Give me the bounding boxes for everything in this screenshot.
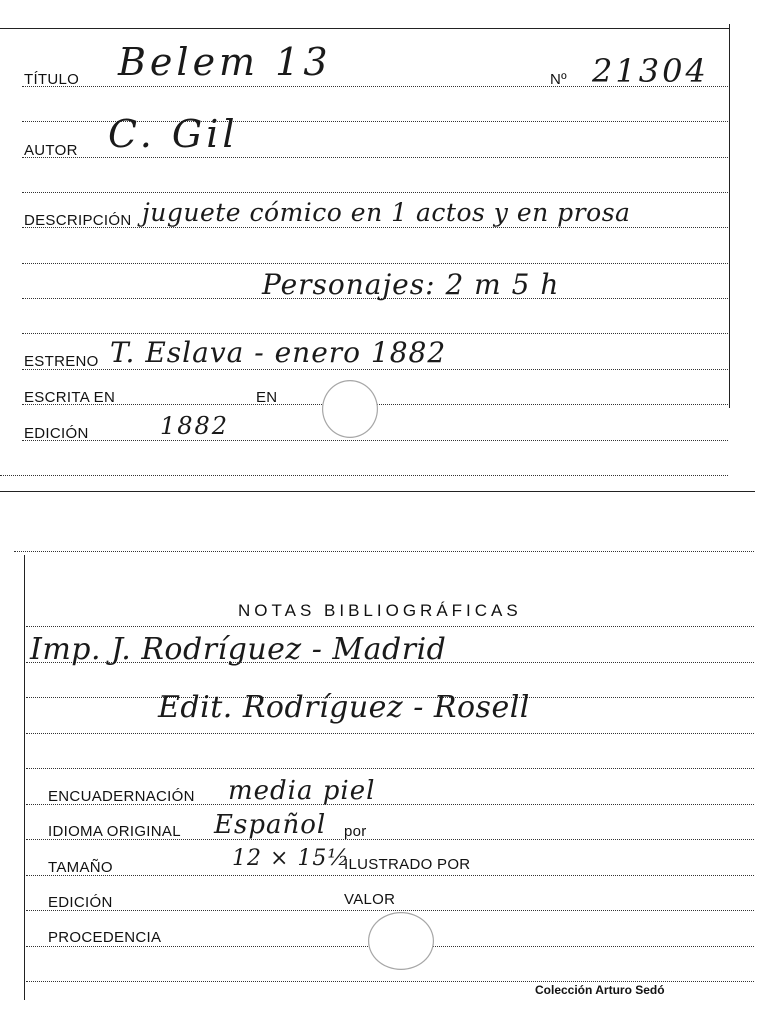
ruled-line: [26, 626, 754, 627]
card-right-border: [729, 24, 730, 408]
ruled-line: [22, 440, 728, 441]
idioma-original-label: IDIOMA ORIGINAL: [48, 823, 181, 840]
encuadernacion-value: media piel: [228, 776, 376, 806]
por-label: por: [344, 823, 367, 840]
ruled-line: [0, 475, 728, 476]
autor-label: AUTOR: [24, 142, 78, 159]
ruled-line: [26, 875, 754, 876]
ruled-line: [26, 981, 754, 982]
estreno-label: ESTRENO: [24, 353, 99, 370]
edicion-label: EDICIÓN: [24, 425, 89, 442]
ruled-line: [22, 263, 728, 264]
card-left-border: [24, 555, 25, 1000]
tamano-value: 12 × 15½: [232, 846, 350, 871]
tamano-label: TAMAÑO: [48, 859, 113, 876]
numero-label: Nº: [550, 71, 567, 88]
punch-hole: [322, 380, 378, 438]
collection-credit: Colección Arturo Sedó: [535, 983, 665, 997]
titulo-label: TÍTULO: [24, 71, 80, 88]
estreno-value: T. Eslava - enero 1882: [110, 336, 447, 369]
ruled-line: [22, 369, 728, 370]
descripcion-label: DESCRIPCIÓN: [24, 212, 132, 229]
ruled-line: [22, 192, 728, 193]
numero-value: 21304: [592, 52, 709, 90]
valor-label: VALOR: [344, 891, 396, 908]
idioma-original-value: Español: [214, 810, 327, 840]
edicion-label: EDICIÓN: [48, 894, 113, 911]
titulo-value: Belem 13: [118, 40, 332, 84]
ruled-line: [26, 768, 754, 769]
ruled-line: [26, 910, 754, 911]
imprenta-value: Imp. J. Rodríguez - Madrid: [30, 632, 447, 667]
descripcion-value: juguete cómico en 1 actos y en prosa: [142, 198, 631, 227]
edicion-value: 1882: [160, 412, 230, 440]
en-label: EN: [256, 389, 278, 406]
procedencia-label: PROCEDENCIA: [48, 929, 162, 946]
encuadernacion-label: ENCUADERNACIÓN: [48, 788, 195, 805]
editor-value: Edit. Rodríguez - Rosell: [158, 690, 530, 725]
ilustrado-por-label: ILUSTRADO POR: [344, 856, 471, 873]
notas-header: NOTAS BIBLIOGRÁFICAS: [238, 601, 522, 620]
ruled-line: [22, 333, 728, 334]
card-top-border: [14, 551, 754, 552]
ruled-line: [22, 157, 728, 158]
escrita-en-label: ESCRITA EN: [24, 389, 116, 406]
autor-value: C. Gil: [108, 112, 239, 156]
personajes-value: Personajes: 2 m 5 h: [262, 268, 560, 301]
card-divider: [0, 491, 755, 492]
card-top-border: [0, 28, 730, 29]
ruled-line: [26, 733, 754, 734]
punch-hole: [368, 912, 434, 970]
